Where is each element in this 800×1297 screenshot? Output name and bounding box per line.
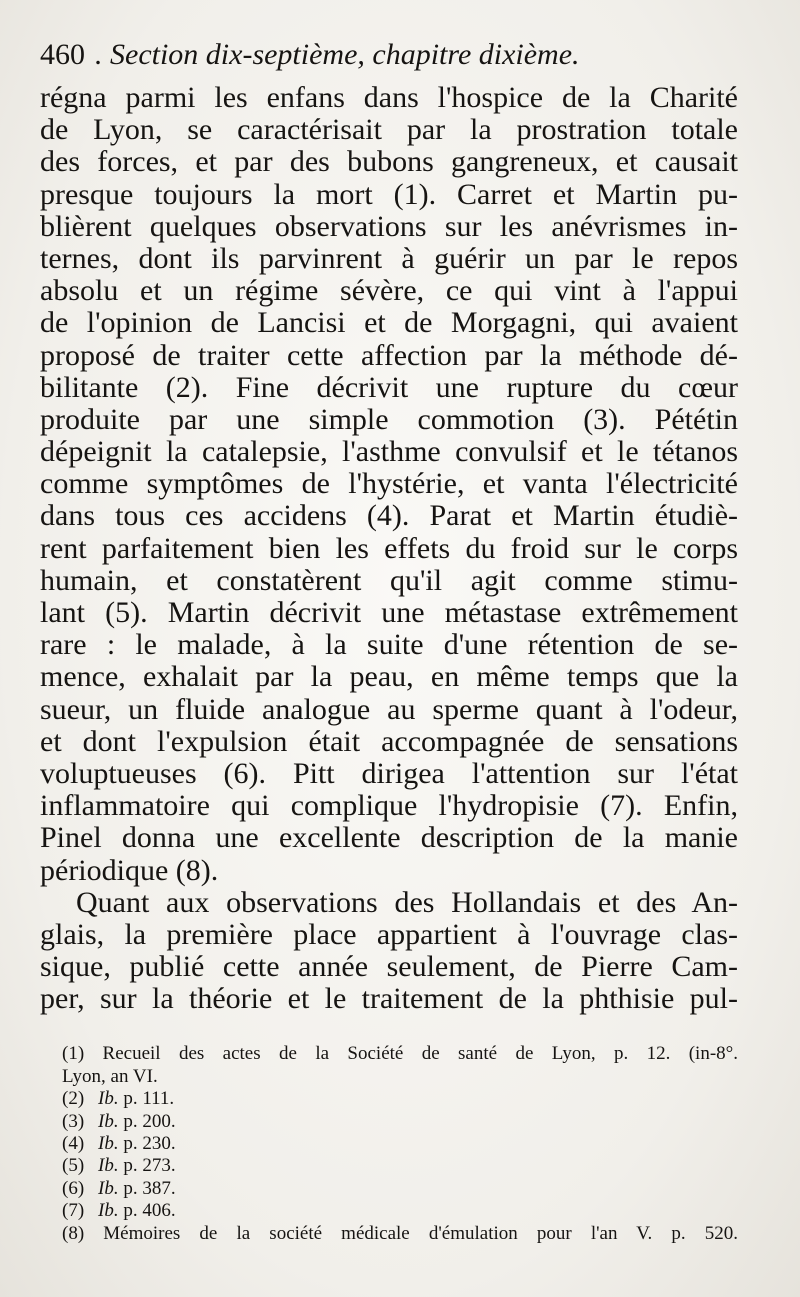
paragraph-2	[40, 887, 738, 1016]
text-line: dans tous ces accidens (4). Parat et Martin étudiè-	[40, 499, 738, 533]
text-line: comme symptômes de l'hystérie, et vanta l'électricité	[40, 467, 738, 501]
text-line: mence, exhalait par la peau, en même temps que la	[40, 660, 738, 694]
ibidem: Ib.	[98, 1200, 119, 1222]
footnote-2	[40, 1088, 738, 1110]
text-line: lant (5). Martin décrivit une métastase extrêmement	[40, 596, 738, 629]
text-line: voluptueuses (6). Pitt dirigea l'attention sur l'état	[40, 756, 738, 790]
text-line: et dont l'expulsion était accompagnée de sensations	[40, 724, 738, 758]
text-line: absolu et un régime sévère, ce qui vint à l'appui	[40, 274, 738, 308]
footnote-page: p. 200.	[123, 1110, 176, 1132]
footnote-number: (2)	[62, 1088, 85, 1110]
running-title: . Section dix-septième, chapitre dixième.	[95, 38, 580, 71]
text-line: sueur, un fluide analogue au sperme quant à l'odeur,	[40, 692, 738, 726]
footnote-page: p. 230.	[123, 1133, 176, 1154]
footnote-number: (6)	[62, 1177, 85, 1199]
footnote-number: (4)	[62, 1133, 85, 1154]
footnote-number: (3)	[62, 1110, 85, 1132]
paragraph-1	[40, 82, 738, 887]
running-header	[40, 38, 738, 82]
text-line: de Lyon, se caractérisait par la prostration totale	[40, 113, 738, 147]
ibidem: Ib.	[98, 1088, 119, 1110]
page-number: 460	[40, 38, 85, 71]
footnote-page: p. 406.	[123, 1200, 176, 1222]
footnotes	[40, 1043, 738, 1245]
text-line: rent parfaitement bien les effets du froid sur le corps	[40, 531, 738, 565]
text-line: régna parmi les enfans dans l'hospice de la Charité	[40, 81, 738, 114]
text-line: inflammatoire qui complique l'hydropisie (7). Enfin,	[40, 789, 738, 823]
text-line: périodique (8).	[40, 853, 219, 887]
footnote-page: p. 111.	[123, 1088, 175, 1110]
text-line: de l'opinion de Lancisi et de Morgagni, qui avaient	[40, 306, 738, 340]
footnote-page: p. 387.	[123, 1177, 176, 1199]
text-line: produite par une simple commotion (3). Pététin	[40, 402, 738, 436]
text-line: glais, la première place appartient à l'ouvrage clas-	[40, 917, 738, 951]
text-line: des forces, et par des bubons gangreneux, et causait	[40, 145, 738, 179]
text-line: sique, publié cette année seulement, de Pierre Cam-	[40, 950, 738, 984]
footnote-8: (8) Mémoires de la société médicale d'émulation pour l'an V. p. 520.	[62, 1222, 738, 1244]
footnote-number: (5)	[62, 1155, 85, 1177]
text-line: dépeignit la catalepsie, l'asthme convulsif et le tétanos	[40, 435, 738, 469]
footnote-1: (1) Recueil des actes de la Société de santé de Lyon, p. 12. (in-8°.	[62, 1043, 738, 1065]
ibidem: Ib.	[98, 1133, 119, 1154]
footnote-number: (7)	[62, 1200, 85, 1222]
text-line: humain, et constatèrent qu'il agit comme stimu-	[40, 563, 738, 597]
text-line: proposé de traiter cette affection par la méthode dé-	[40, 338, 738, 372]
footnote-5	[40, 1155, 738, 1177]
footnote-6	[40, 1178, 738, 1200]
ibidem: Ib.	[98, 1110, 119, 1132]
text-line: rare : le malade, à la suite d'une rétention de se-	[40, 628, 738, 662]
footnote-4	[40, 1133, 738, 1155]
ibidem: Ib.	[98, 1155, 119, 1177]
footnote-7	[40, 1200, 738, 1222]
footnote-page: p. 273.	[123, 1155, 176, 1177]
footnote-1-continuation: Lyon, an VI.	[62, 1065, 158, 1087]
text-line: blièrent quelques observations sur les anévrismes in-	[40, 209, 738, 243]
text-line: ternes, dont ils parvinrent à guérir un par le repos	[40, 241, 738, 275]
text-line: per, sur la théorie et le traitement de la phthisie pul-	[40, 982, 738, 1016]
text-line: bilitante (2). Fine décrivit une rupture du cœur	[40, 370, 738, 404]
text-line: presque toujours la mort (1). Carret et Martin pu-	[40, 177, 738, 211]
text-line: Quant aux observations des Hollandais et des An-	[76, 885, 738, 919]
text-line: Pinel donna une excellente description de la manie	[40, 821, 738, 855]
ibidem: Ib.	[98, 1177, 119, 1199]
footnote-3	[40, 1111, 738, 1133]
